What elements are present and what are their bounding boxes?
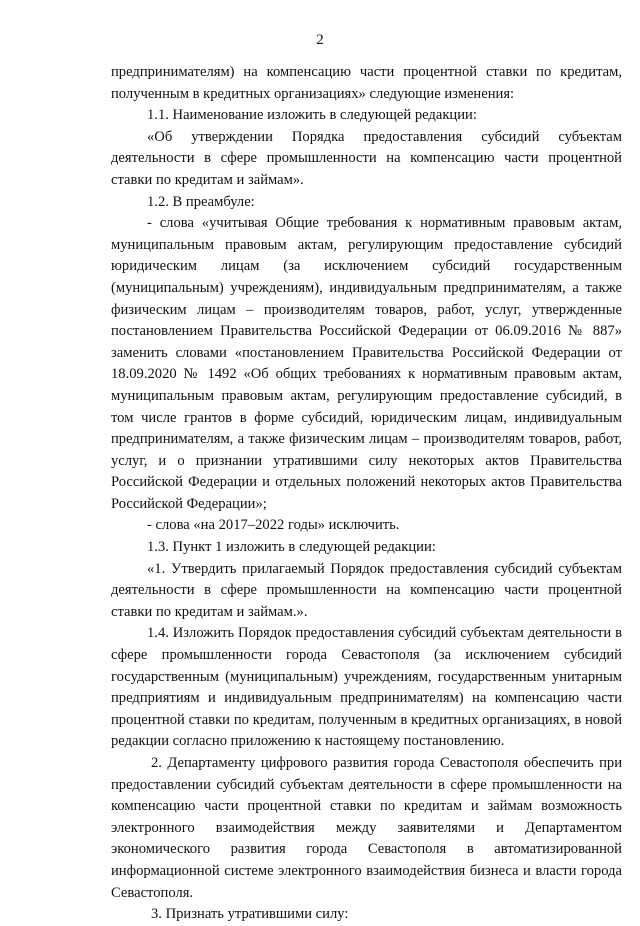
paragraph-1-2: 1.2. В преамбуле: <box>147 193 255 210</box>
paragraph-1-1: 1.1. Наименование изложить в следующей редакции: <box>147 107 477 124</box>
paragraph-point-1: «1. Утвердить прилагаемый Порядок предоставления субсидий субъектам деятельности в сфере промышленности на компенсацию части процентной ставки по кредитам и займам.». <box>111 560 622 620</box>
paragraph-2: 2. Департаменту цифрового развития города Севастополя обеспечить при предоставлении субсидий субъектам деятельности в сфере промышленности на компенсацию части процентной ставки по кредитам и займам возможность электронного взаимодействия между заявителями и Департаментом экономического развития города Севастополя в автоматизированной информационной системе электронного взаимодействия бизнеса и власти города Севастополя. <box>111 755 622 901</box>
paragraph-1: предпринимателям) на компенсацию части процентной ставки по кредитам, полученным в кредитных организациях» следующие изменения: <box>111 64 622 102</box>
page-number: 2 <box>316 32 324 48</box>
paragraph-exclude-years: - слова «на 2017–2022 годы» исключить. <box>147 517 400 534</box>
paragraph-1-3: 1.3. Пункт 1 изложить в следующей редакции: <box>147 539 436 556</box>
paragraph-1-4: 1.4. Изложить Порядок предоставления субсидий субъектам деятельности в сфере промышленности города Севастополя (за исключением субсидий государственным (муниципальным) учреждениям, государственным унитарным предприятиям и индивидуальным предпринимателям) на компенсацию части процентной ставки по кредитам, полученным в кредитных организациях, в новой редакции согласно приложению к настоящему постановлению. <box>111 625 622 750</box>
document-body <box>111 62 622 926</box>
paragraph-preamble-words: - слова «учитывая Общие требования к нормативным правовым актам, муниципальным правовым актам, регулирующим предоставление субсидий юридическим лицам (за исключением субсидий государственным (муниципальным) учреждениям), индивидуальным предпринимателям, а также физическим лицам – производителям товаров, работ, услуг, утвержденные постановлением Правительства Российской Федерации от 06.09.2016 № 887» заменить словами «постановлением Правительства Российской Федерации от 18.09.2020 № 1492 «Об общих требованиях к нормативным правовым актам, муниципальным правовым актам, регулирующим предоставление субсидий, в том числе грантов в форме субсидий, юридическим лицам, индивидуальным предпринимателям, а также физическим лицам – производителям товаров, работ, услуг, и о признании утратившими силу некоторых актов Правительства Российской Федерации и отдельных положений некоторых актов Правительства Российской Федерации»; <box>111 215 622 512</box>
paragraph-3: 3. Признать утратившими силу: <box>151 906 349 923</box>
paragraph-new-title: «Об утверждении Порядка предоставления субсидий субъектам деятельности в сфере промышленности на компенсацию части процентной ставки по кредитам и займам». <box>111 128 622 188</box>
